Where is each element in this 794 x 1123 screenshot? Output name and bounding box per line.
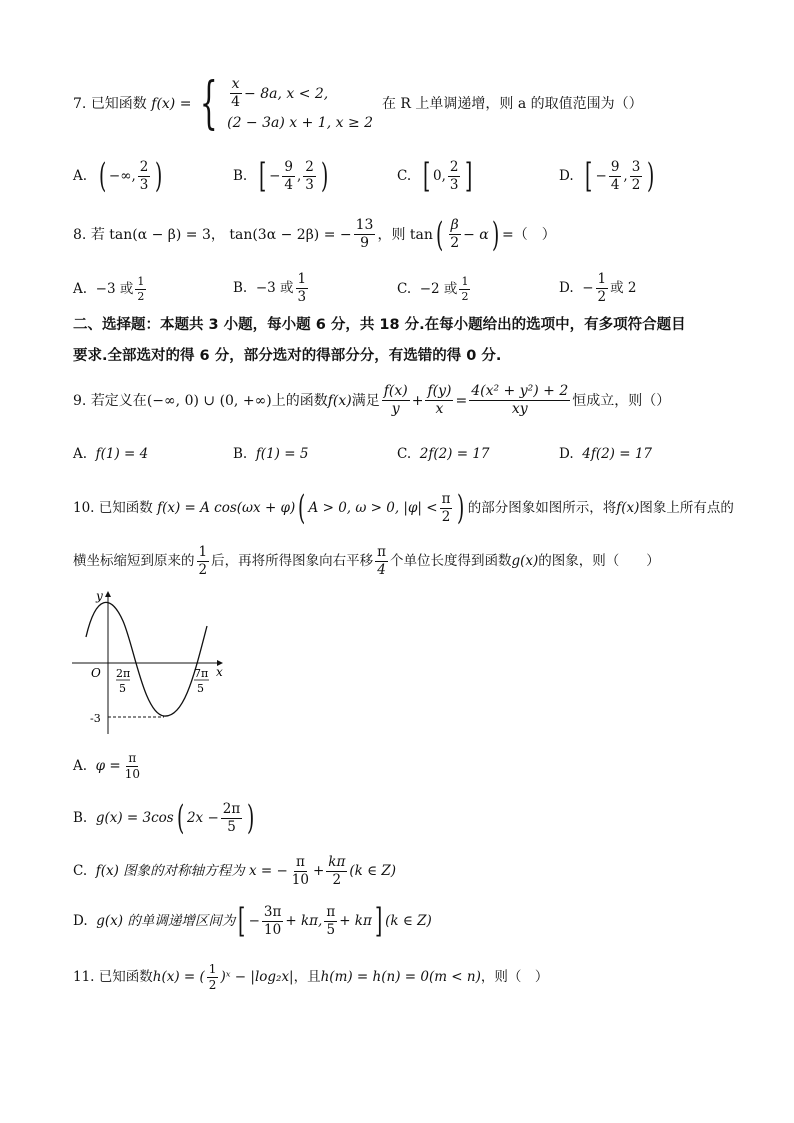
y-axis-label: y [96, 589, 103, 603]
tick-7pi5-den: 5 [197, 682, 204, 695]
section-2-line1: 二、选择题：本题共 3 小题，每小题 6 分，共 18 分.在每小题给出的选项中，有多项符合题目 [73, 317, 686, 333]
origin-label: O [91, 666, 101, 680]
q9-stem: 9. 若定义在 (−∞, 0) ∪ (0, +∞) 上的函数 f(x) 满足 f(x) y + $\frac{f(y)}{x}$ = $\frac{\text{4(x² + y²) + 2}}{xy}$ 恒成立，则（） [73, 383, 671, 418]
q11-stem: 11. 已知函数 h(x) = ( 1 2 )ˣ − |log₂x| ，且 h(m) = h(n) = 0(m < n) ，则（ ） [73, 962, 549, 993]
q8-stem: 8. 若 tan(α − β) = 3， tan(3α − 2β) = − $\frac{13}{9}$ ，则 tan ( β 2 − α ) =（ ） [73, 214, 556, 255]
q8-option-d[interactable]: D. − $\frac{1}{2}$ 或 2 [559, 271, 637, 305]
q9-option-a[interactable]: A. f(1) = 4 [73, 446, 149, 462]
q8-option-c[interactable]: C. −2 或 1 2 [397, 275, 469, 304]
q7-option-a[interactable]: A. ( −∞, 2 3 ) [73, 156, 163, 197]
ymin-label: -3 [90, 712, 101, 725]
q10-option-c[interactable]: C. f(x) 图象的对称轴方程为 x = − $\frac{\pi}{10}$ + $\frac{k\pi}{2}$ (k ∈ Z) [73, 854, 397, 888]
q10-cosine-graph [66, 586, 236, 736]
q10-stem-line2: 横坐标缩短到原来的 1 2 后，再将所得图象向右平移 π 4 个单位长度得到函数 g(x) 的图象，则（ ） [73, 544, 660, 578]
q9-option-b[interactable]: B. f(1) = 5 [233, 446, 309, 462]
q10-option-d[interactable]: D. g(x) 的单调递增区间为 [ − $\frac{3\pi}{10}$ + kπ, π 5 + kπ ] (k ∈ Z) [73, 901, 432, 942]
q7-option-c[interactable]: C. [ 0, 2 3 ] [397, 156, 473, 197]
q7-option-d[interactable]: D. [ − $\frac{9}{4}$ , 3 2 ) [559, 156, 655, 197]
q10-option-a[interactable]: A. φ = $\frac{\pi}{10}$ [73, 751, 140, 782]
tick-2pi5-den: 5 [119, 682, 126, 695]
q9-option-d[interactable]: D. 4f(2) = 17 [559, 446, 653, 462]
q10-stem-line1: 10. 已知函数 f(x) = A cos(ωx + φ) ( A > 0, ω > 0, |φ| < π 2 ) 的部分图象如图所示，将 f(x) 图象上所有点的 [73, 488, 734, 529]
q8-option-b[interactable]: B. −3 或 1 3 [233, 271, 307, 305]
x-axis-label: x [216, 665, 223, 679]
q8-option-a[interactable]: A. −3 或 1 2 [73, 275, 145, 304]
cosine-curve [86, 602, 207, 716]
q7-brace: { [200, 71, 219, 136]
q7-stem: 7. 已知函数 f(x) = { x 4 − 8a, x < 2, (2 − 3a) x + 1, x ≥ 2 在 R 上单调递增，则 a 的取值范围为（） [73, 71, 643, 136]
tick-2pi5-num: 2π [116, 667, 131, 680]
q7-option-b[interactable]: B. [ − $\frac{9}{4}$ , 2 3 ) [233, 156, 329, 197]
q9-option-c[interactable]: C. 2f(2) = 17 [397, 446, 490, 462]
tick-7pi5-num: 7π [194, 667, 209, 680]
section-2-line2: 要求.全部选对的得 6 分，部分选对的得部分分，有选错的得 0 分. [73, 348, 502, 364]
q10-option-b[interactable]: B. g(x) = 3cos ( 2x − $\frac{2\pi}{5}$ ) [73, 798, 255, 839]
